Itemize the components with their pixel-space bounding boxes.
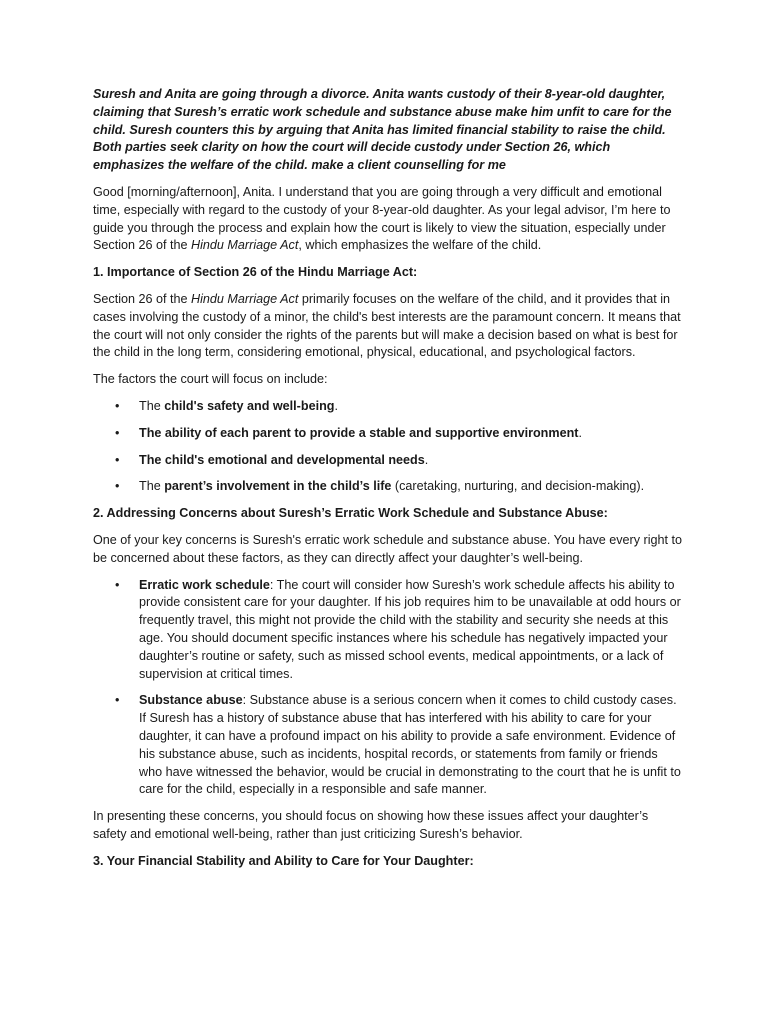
list-item: • The child's emotional and developmental needs. (93, 452, 683, 470)
factors-intro: The factors the court will focus on include: (93, 372, 328, 387)
bullet-icon: • (115, 425, 120, 440)
bullet-icon: • (115, 577, 120, 592)
document-page (93, 86, 683, 879)
section1-paragraph: Section 26 of the Hindu Marriage Act primarily focuses on the welfare of the child, and it provides that in cases involving the custody of a minor, the child's best interests are the paramount concern. It means that the court will not only consider the rights of the parents but will make a decision based on what is best for the child in the long term, considering emotional, physical, educational, and psychological factors. (93, 291, 681, 360)
list-item: • The child's safety and well-being. (93, 398, 683, 416)
list-item: • The ability of each parent to provide a stable and supportive environment. (93, 425, 683, 443)
concerns-list (93, 577, 683, 800)
act-name: Hindu Marriage Act (191, 238, 299, 253)
list-item: • The parent’s involvement in the child’s life (caretaking, nurturing, and decision-making). (93, 478, 683, 496)
bullet-icon: • (115, 452, 120, 467)
prompt-text: Suresh and Anita are going through a divorce. Anita wants custody of their 8-year-old daughter, claiming that Suresh’s erratic work schedule and substance abuse make him unfit to care for the child. Suresh counters this by arguing that Anita has limited financial stability to raise the child. Both parties seek clarity on how the court will decide custody under Section 26, which emphasizes the welfare of the child. make a client counselling for me (93, 87, 672, 173)
bullet-icon: • (115, 693, 120, 708)
section2-closing: In presenting these concerns, you should focus on showing how these issues affect your daughter’s safety and emotional well-being, rather than just criticizing Suresh’s behavior. (93, 809, 649, 841)
bullet-icon: • (115, 398, 120, 413)
section2-paragraph: One of your key concerns is Suresh's erratic work schedule and substance abuse. You have every right to be concerned about these factors, as they can directly affect your daughter’s well-being. (93, 532, 683, 565)
intro-paragraph: Good [morning/afternoon], Anita. I understand that you are going through a very difficult and emotional time, especially with regard to the custody of your 8-year-old daughter. As your legal advisor, I’m here to guide you through the process and explain how the court is likely to view the situation, especially under Section 26 of the Hindu Marriage Act, which emphasizes the welfare of the child. (93, 184, 671, 253)
act-name: Hindu Marriage Act (191, 291, 299, 306)
list-item: • Erratic work schedule: The court will consider how Suresh’s work schedule affects his ability to provide consistent care for your daughter. If his job requires him to be unavailable at odd hours or frequently travel, this might not provide the child with the stability and security she needs at this age. You should document specific instances where his schedule has negatively impacted your daughter’s routine or safety, such as missed school events, medical appointments, or a lack of supervision at critical times. (115, 577, 681, 681)
bullet-icon: • (115, 479, 120, 494)
section3-heading: 3. Your Financial Stability and Ability to Care for Your Daughter: (93, 853, 474, 868)
section2-heading: 2. Addressing Concerns about Suresh’s Erratic Work Schedule and Substance Abuse: (93, 506, 608, 521)
list-item: • Substance abuse: Substance abuse is a serious concern when it comes to child custody cases. If Suresh has a history of substance abuse that has interfered with his ability to care for your daughter, it can have a profound impact on his ability to provide a safe environment. Evidence of his substance abuse, such as incidents, hospital records, or statements from family or friends who have witnessed the behavior, would be crucial in demonstrating to the court that he is unfit to care for the child, especially in a responsible and safe manner. (115, 693, 681, 797)
section1-heading: 1. Importance of Section 26 of the Hindu Marriage Act: (93, 265, 418, 280)
factors-list (93, 398, 683, 496)
